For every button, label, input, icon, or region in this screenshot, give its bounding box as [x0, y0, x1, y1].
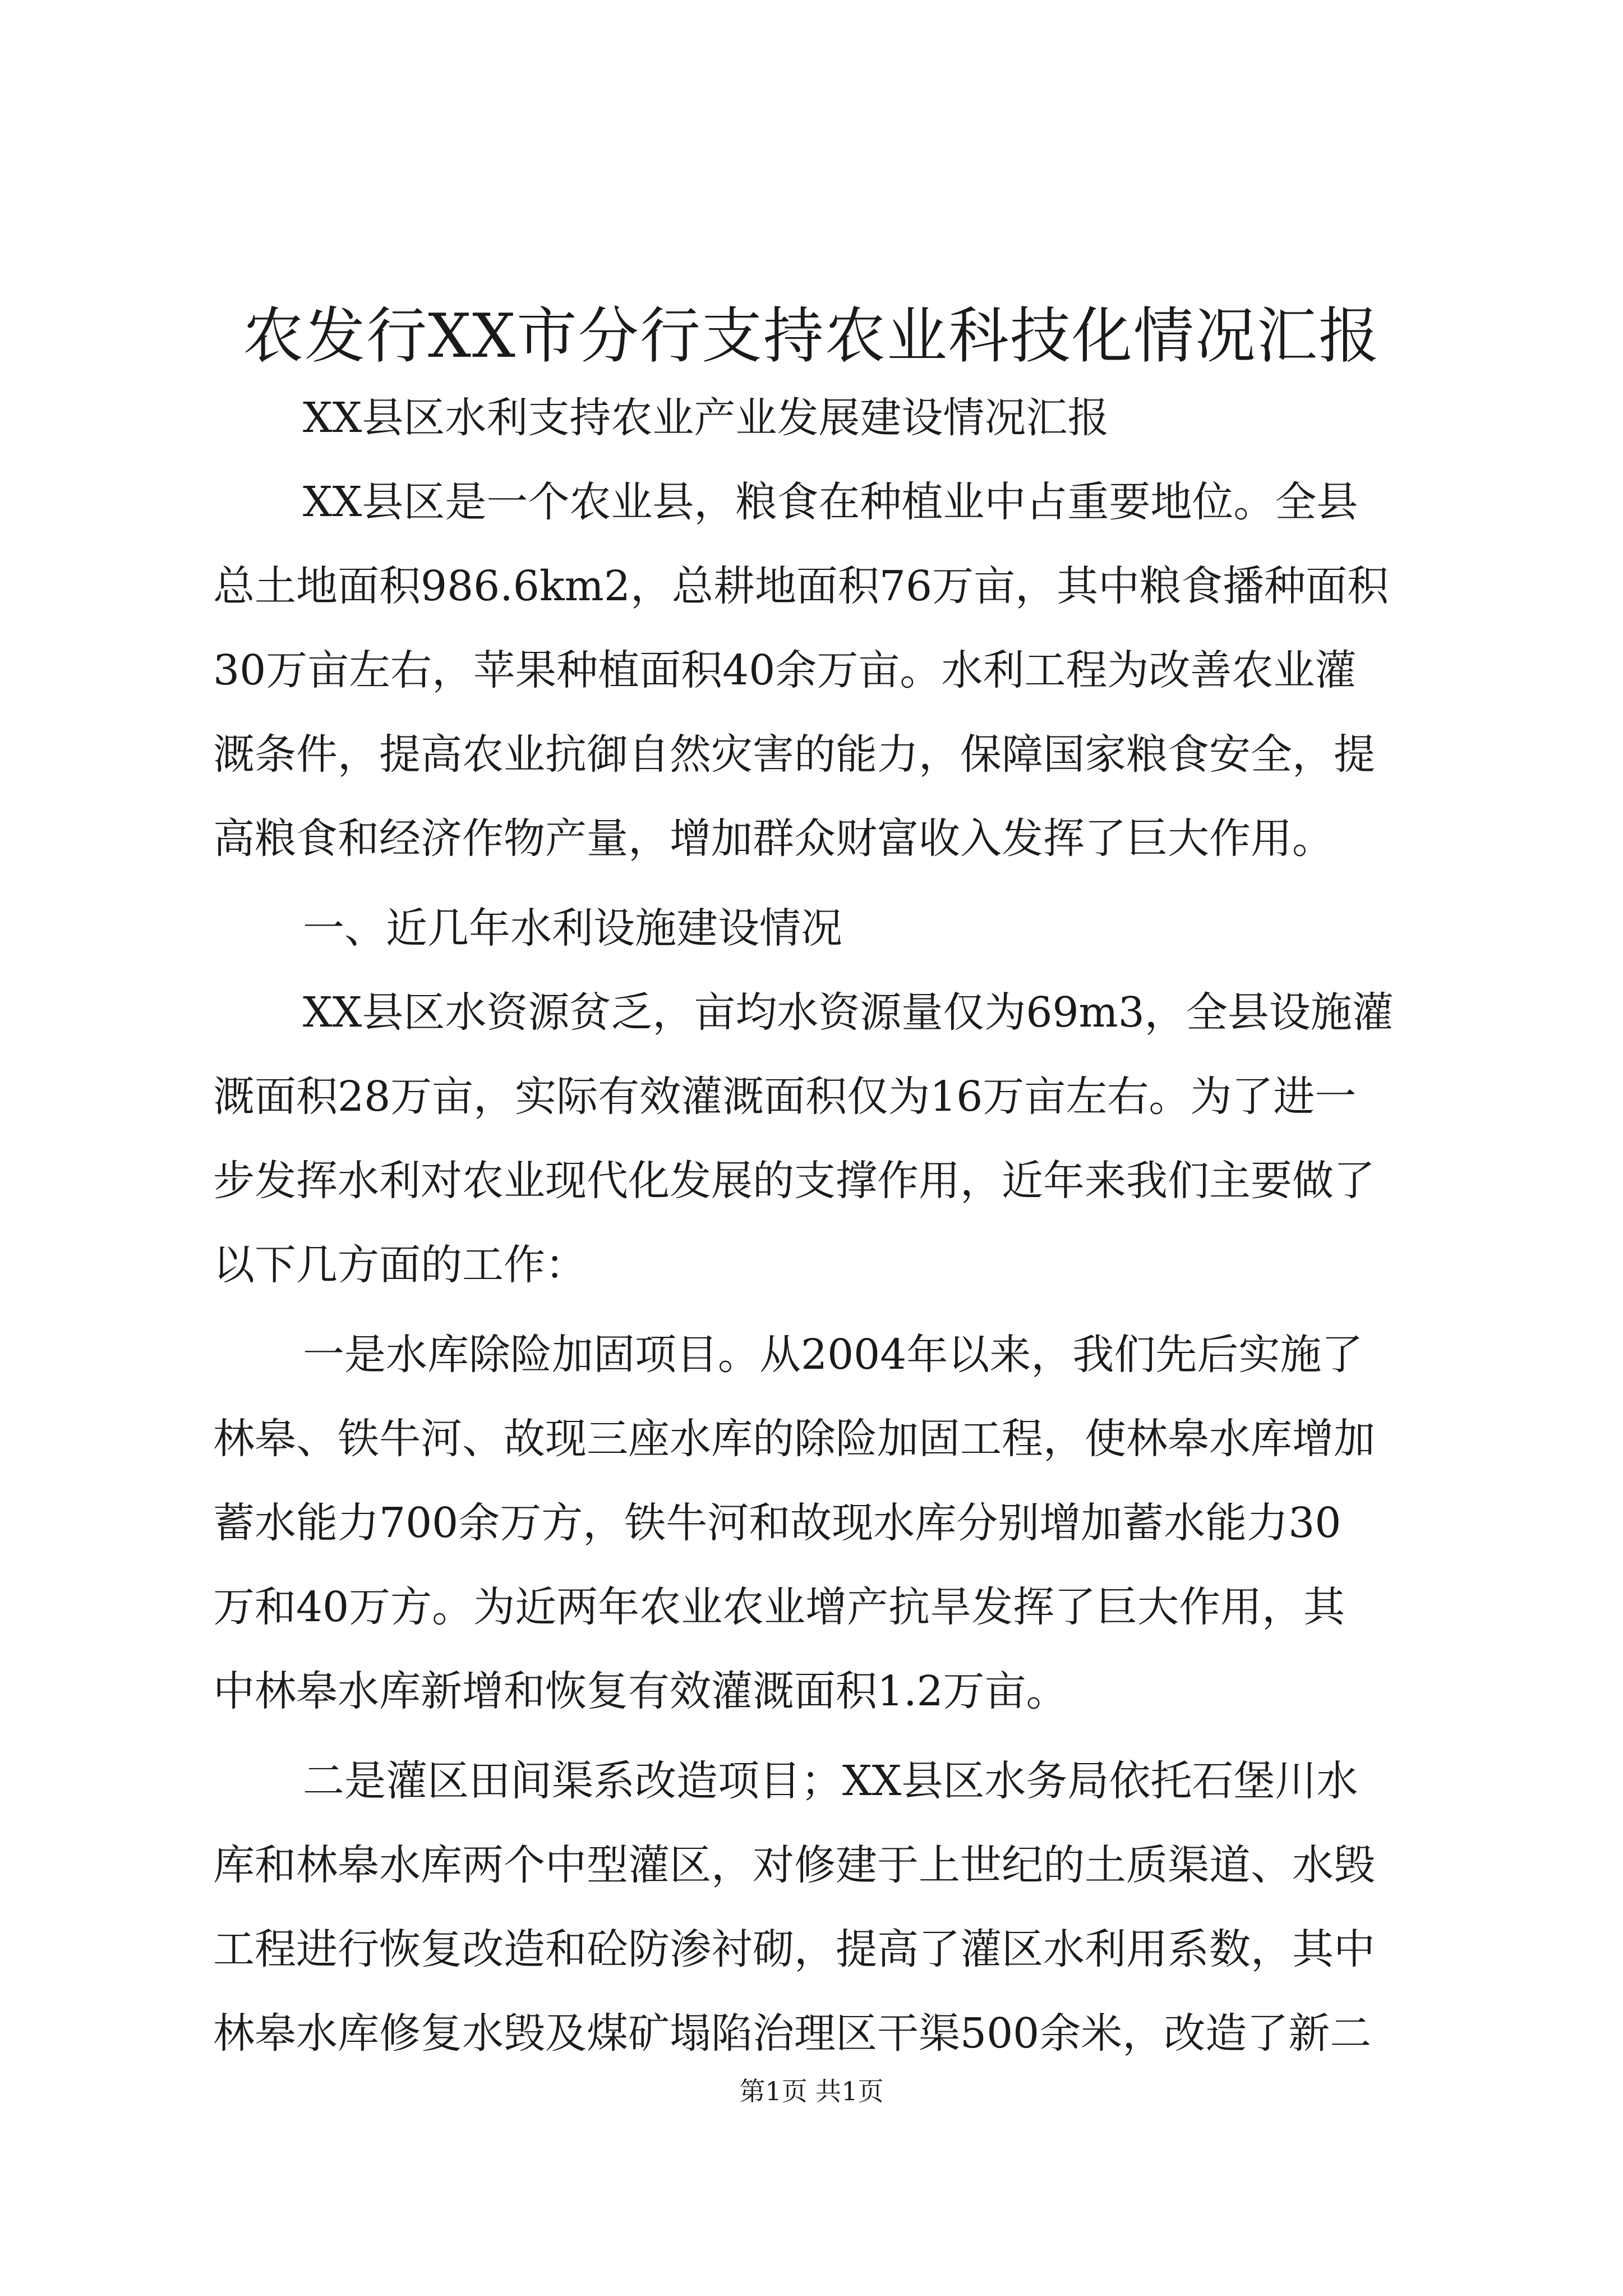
- body-line-text: 以下几方面的工作：: [213, 1241, 587, 1289]
- body-line: [0, 712, 1623, 797]
- body-line-text: 中林皋水库新增和恢复有效灌溉面积1.2万亩。: [213, 1667, 1068, 1715]
- body-line-text: XX县区水资源贫乏，亩均水资源量仅为69m3，全县设施灌: [303, 988, 1394, 1037]
- body-line-text: 林皋水库修复水毁及煤矿塌陷治理区干渠500余米，改造了新二: [213, 2009, 1372, 2058]
- document-title: 农发行XX市分行支持农业科技化情况汇报: [243, 301, 1380, 371]
- body-line: [0, 1565, 1623, 1649]
- body-line-text: 30万亩左右，苹果种植面积40余万亩。水利工程为改善农业灌: [213, 646, 1357, 694]
- body-line: [0, 1649, 1623, 1733]
- body-line: [0, 1823, 1623, 1907]
- body-line: [0, 376, 1623, 460]
- section-heading-text: 一、近几年水利设施建设情况: [303, 904, 842, 953]
- body-line-text: 步发挥水利对农业现代化发展的支撑作用，近年来我们主要做了: [213, 1157, 1375, 1205]
- body-line: [0, 1739, 1623, 1823]
- page-footer: 第1页 共1页: [739, 2076, 884, 2106]
- body-line-text: 库和林皋水库两个中型灌区，对修建于上世纪的土质渠道、水毁: [213, 1841, 1375, 1889]
- body-line-text: XX县区是一个农业县，粮食在种植业中占重要地位。全县: [303, 478, 1358, 526]
- body-line-text: 溉条件，提高农业抗御自然灾害的能力，保障国家粮食安全，提: [213, 730, 1375, 779]
- body-line: [0, 970, 1623, 1055]
- body-line-text: 溉面积28万亩，实际有效灌溉面积仅为16万亩左右。为了进一: [213, 1073, 1357, 1121]
- body-line: [0, 544, 1623, 628]
- body-line: [0, 1991, 1623, 2076]
- body-line: [0, 1481, 1623, 1565]
- body-line-text: 二是灌区田间渠系改造项目；XX县区水务局依托石堡川水: [303, 1757, 1358, 1805]
- body-line: [0, 1313, 1623, 1397]
- section-heading: [0, 886, 1623, 970]
- body-line-text: 工程进行恢复改造和砼防渗衬砌，提高了灌区水利用系数，其中: [213, 1925, 1375, 1973]
- body-line-text: 总土地面积986.6km2，总耕地面积76万亩，其中粮食播种面积: [213, 562, 1389, 610]
- body-line: [0, 1139, 1623, 1223]
- body-line-text: 蓄水能力700余万方，铁牛河和故现水库分别增加蓄水能力30: [213, 1499, 1341, 1547]
- body-line-text: 高粮食和经济作物产量，增加群众财富收入发挥了巨大作用。: [213, 815, 1334, 863]
- body-line-text: 万和40万方。为近两年农业农业增产抗旱发挥了巨大作用，其: [213, 1583, 1345, 1631]
- body-line: [0, 1223, 1623, 1307]
- body-line: [0, 797, 1623, 881]
- body-line-text: XX县区水利支持农业产业发展建设情况汇报: [303, 394, 1109, 442]
- body-line-text: 林皋、铁牛河、故现三座水库的除险加固工程，使林皋水库增加: [213, 1415, 1375, 1463]
- body-line: [0, 628, 1623, 712]
- body-line: [0, 1907, 1623, 1991]
- body-line: [0, 1397, 1623, 1481]
- body-line: [0, 1055, 1623, 1139]
- body-line: [0, 460, 1623, 544]
- body-line-text: 一是水库除险加固项目。从2004年以来，我们先后实施了: [303, 1331, 1363, 1379]
